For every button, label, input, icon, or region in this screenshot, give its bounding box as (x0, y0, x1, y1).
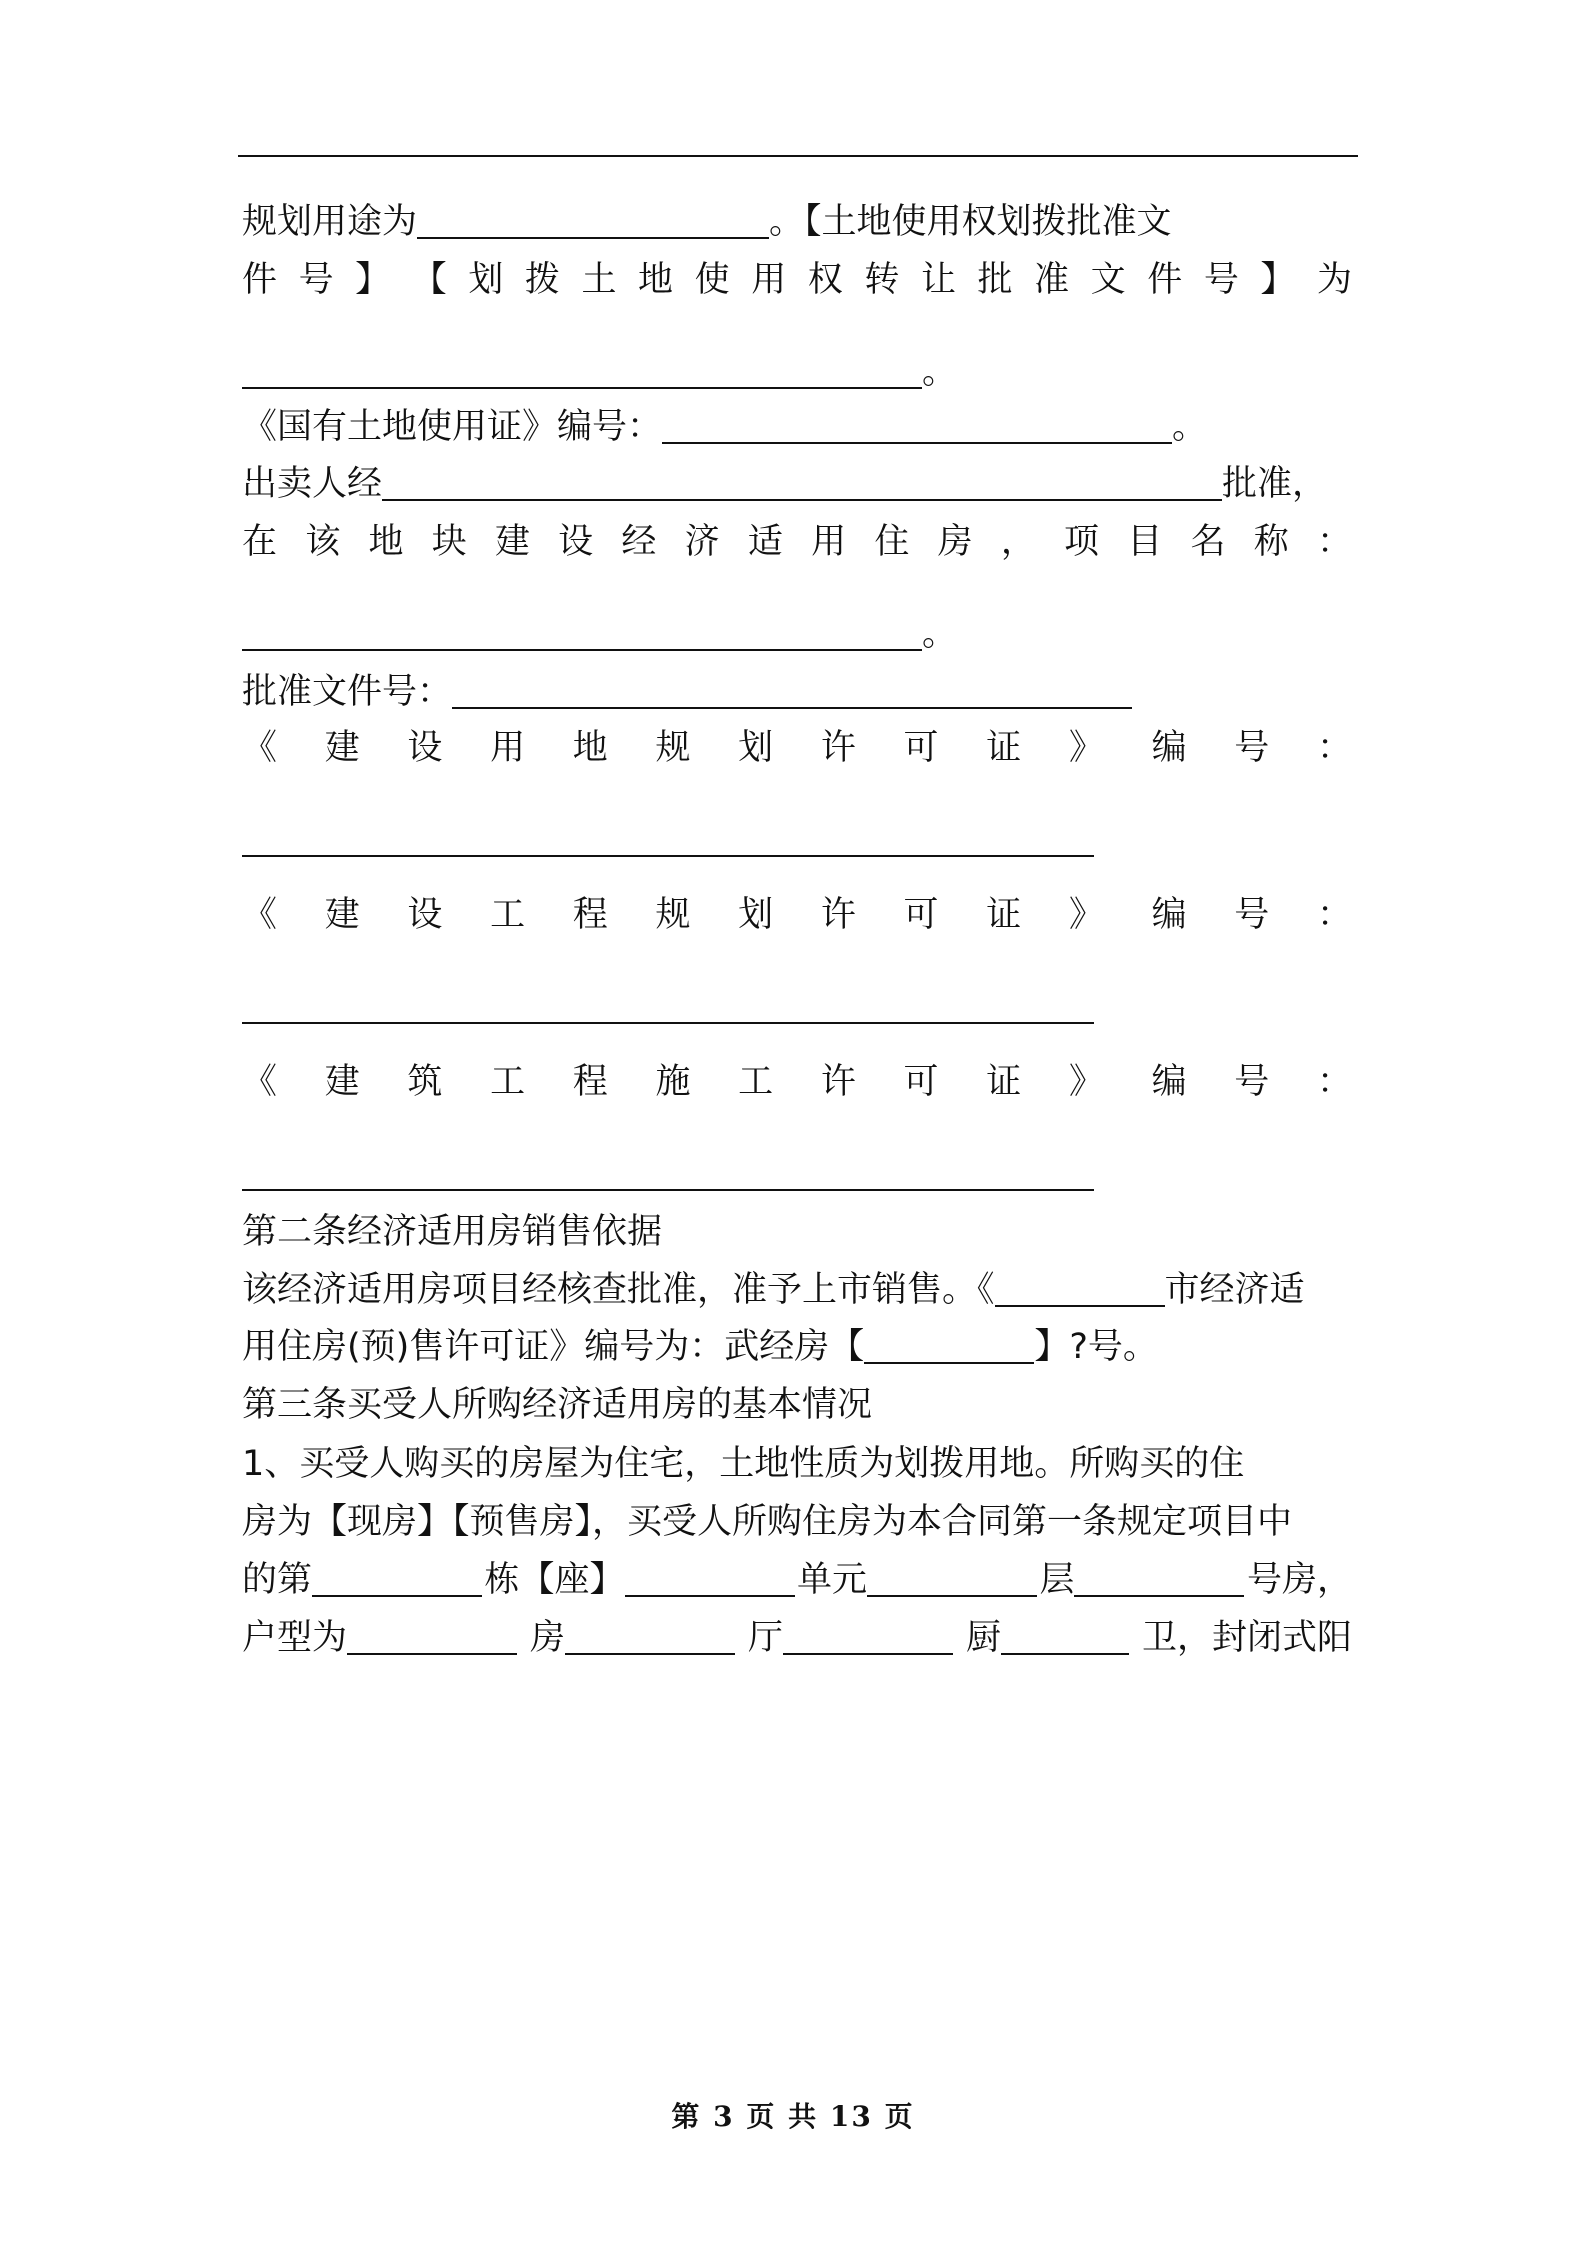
justified-char: 】 (355, 260, 391, 300)
approval-label: 批准， (1222, 464, 1328, 504)
justified-char: 设 (407, 728, 443, 768)
justified-char: 号 (1203, 260, 1239, 300)
justified-char: 编 (1151, 728, 1187, 768)
justified-char: 土 (581, 260, 617, 300)
city-permit-text: 市经济适 (1164, 1270, 1305, 1310)
unit-prefix: 的第 (242, 1560, 313, 1600)
justified-char: 划 (468, 260, 504, 300)
justified-char: 筑 (407, 1062, 443, 1102)
justified-char: 可 (903, 1062, 939, 1102)
justified-char: 号 (1234, 728, 1270, 768)
header-rule (238, 155, 1358, 157)
justified-char: 施 (655, 1062, 691, 1102)
seller-approval-blank (382, 455, 1222, 501)
justified-char: 证 (986, 728, 1022, 768)
justified-char: 《 (242, 895, 278, 935)
justified-char: 用 (811, 522, 847, 562)
text-line-purchase-1: 1、买受人购买的房屋为住宅，土地性质为划拨用地。所购买的住 (242, 1444, 1245, 1484)
room-blank (1074, 1551, 1244, 1597)
justified-char: 拨 (524, 260, 560, 300)
justified-char: 划 (738, 728, 774, 768)
justified-char: 划 (738, 895, 774, 935)
justified-char: 编 (1151, 1062, 1187, 1102)
land-cert-label: 《国有土地使用证》编号： (242, 407, 663, 447)
kitchen-blank (783, 1609, 953, 1655)
justified-char: 号 (1234, 895, 1270, 935)
justified-char: 【 (411, 260, 447, 300)
justified-char: ： (1316, 522, 1352, 562)
justified-char: 地 (638, 260, 674, 300)
approval-no-label: 批准文件号： (242, 672, 453, 712)
justified-char: 《 (242, 728, 278, 768)
bathroom-label: 卫，封闭式阳 (1141, 1618, 1352, 1658)
justified-char: 项 (1064, 522, 1100, 562)
eng-plan-permit-blank (242, 978, 1094, 1024)
text-line-land-cert (242, 395, 1352, 459)
approval-no-blank (452, 663, 1132, 709)
justified-char: 规 (655, 895, 691, 935)
justified-char: 用 (751, 260, 787, 300)
floor-label: 层 (1039, 1560, 1075, 1600)
justified-char: 可 (903, 728, 939, 768)
project-name-blank (242, 605, 922, 651)
room-label: 号房， (1246, 1560, 1352, 1600)
land-plan-permit-blank (242, 811, 1094, 857)
justified-char: 为 (1316, 260, 1352, 300)
justified-char: 许 (820, 728, 856, 768)
justified-char: 》 (1068, 1062, 1104, 1102)
justified-char: 规 (655, 728, 691, 768)
justified-char: 准 (1034, 260, 1070, 300)
floor-blank (867, 1551, 1037, 1597)
justified-char: 》 (1068, 728, 1104, 768)
page-number: 第 3 页 共 13 页 (671, 2100, 915, 2133)
text-line-presale-permit (242, 1315, 1352, 1379)
justified-char: 编 (1151, 895, 1187, 935)
justified-char: 件 (242, 260, 278, 300)
justified-char: 程 (572, 1062, 608, 1102)
hall-label: 厅 (747, 1618, 783, 1658)
justified-char: 证 (986, 1062, 1022, 1102)
city-blank (995, 1261, 1165, 1307)
text-line-layout (242, 1606, 1352, 1670)
text-line-sales-approved (242, 1258, 1352, 1322)
presale-no-blank (864, 1318, 1034, 1364)
period-mark: 。 (922, 614, 958, 654)
justified-char: 可 (903, 895, 939, 935)
justified-char: 适 (747, 522, 783, 562)
justified-char: 块 (431, 522, 467, 562)
kitchen-label: 厨 (965, 1618, 1001, 1658)
land-use-blank (417, 193, 769, 239)
justified-char: ： (1316, 895, 1352, 935)
text-line-land-use (242, 190, 1352, 254)
bathroom-blank (1001, 1609, 1129, 1655)
land-cert-blank (662, 398, 1172, 444)
period-mark: 。 (922, 352, 958, 392)
text-line-construction-blank (242, 1142, 1352, 1206)
justified-char: 建 (324, 728, 360, 768)
building-blank (312, 1551, 482, 1597)
justified-char: 设 (558, 522, 594, 562)
justified-char: 许 (820, 1062, 856, 1102)
justified-char: 济 (684, 522, 720, 562)
justified-char: 用 (490, 728, 526, 768)
justified-char: 目 (1127, 522, 1163, 562)
justified-char: ： (1316, 728, 1352, 768)
justified-char: 名 (1190, 522, 1226, 562)
justified-char: 号 (1234, 1062, 1270, 1102)
justified-char: 程 (572, 895, 608, 935)
transfer-doc-blank (242, 343, 922, 389)
text-line-unit (242, 1548, 1352, 1612)
text-line-project-blank (242, 602, 1352, 666)
sales-approved-text: 该经济适用房项目经核查批准，准予上市销售。《 (242, 1270, 995, 1310)
justified-char: 让 (920, 260, 956, 300)
justified-char: 地 (572, 728, 608, 768)
justified-char: ： (1316, 1062, 1352, 1102)
text-line-land-plan-blank (242, 808, 1352, 872)
hall-blank (565, 1609, 735, 1655)
justified-char: 号 (298, 260, 334, 300)
justified-char: 》 (1068, 895, 1104, 935)
justified-char: 《 (242, 1062, 278, 1102)
justified-char: 工 (738, 1062, 774, 1102)
text-line-purchase-2: 房为【现房】【预售房】，买受人所购住房为本合同第一条规定项目中 (242, 1502, 1293, 1542)
justified-char: 经 (621, 522, 657, 562)
unit-label: 单元 (796, 1560, 867, 1600)
text-line-land-plan-permit (242, 716, 1352, 780)
justified-char: 证 (986, 895, 1022, 935)
justified-char: 工 (490, 895, 526, 935)
justified-char: 工 (490, 1062, 526, 1102)
justified-char: 房 (937, 522, 973, 562)
text-line-construction-permit (242, 1050, 1352, 1114)
justified-char: 使 (694, 260, 730, 300)
justified-char: 设 (407, 895, 443, 935)
justified-char: 建 (494, 522, 530, 562)
text-line-eng-plan-permit (242, 883, 1352, 947)
justified-char: 许 (820, 895, 856, 935)
text-line-seller (242, 452, 1352, 516)
justified-char: ， (1000, 522, 1036, 562)
bedroom-blank (347, 1609, 517, 1655)
allocation-doc-label: 。【土地使用权划拨批准文 (769, 202, 1172, 242)
justified-char: 称 (1253, 522, 1289, 562)
text-line-project (242, 510, 1352, 574)
justified-char: 批 (977, 260, 1013, 300)
presale-permit-text: 用住房(预)售许可证》编号为：武经房【 (242, 1327, 865, 1367)
seller-label: 出卖人经 (242, 464, 383, 504)
justified-char: 转 (864, 260, 900, 300)
article-3-title: 第三条买受人所购经济适用房的基本情况 (242, 1385, 873, 1425)
text-line-transfer-doc (242, 248, 1352, 312)
justified-char: 建 (324, 895, 360, 935)
construction-permit-blank (242, 1145, 1094, 1191)
building-label: 栋【座】 (484, 1560, 625, 1600)
justified-char: 在 (242, 522, 278, 562)
presale-no-suffix: 】?号。 (1034, 1327, 1158, 1367)
justified-char: 】 (1260, 260, 1296, 300)
period-mark: 。 (1172, 407, 1208, 447)
text-line-approval-no (242, 660, 1352, 724)
bedroom-label: 房 (529, 1618, 565, 1658)
layout-prefix: 户型为 (242, 1618, 348, 1658)
justified-char: 件 (1147, 260, 1183, 300)
justified-char: 地 (368, 522, 404, 562)
justified-char: 文 (1090, 260, 1126, 300)
justified-char: 建 (324, 1062, 360, 1102)
justified-char: 该 (305, 522, 341, 562)
text-line-eng-plan-blank (242, 975, 1352, 1039)
justified-char: 权 (807, 260, 843, 300)
justified-char: 住 (874, 522, 910, 562)
land-use-label: 规划用途为 (242, 202, 418, 242)
article-2-title: 第二条经济适用房销售依据 (242, 1212, 663, 1252)
unit-blank (625, 1551, 795, 1597)
